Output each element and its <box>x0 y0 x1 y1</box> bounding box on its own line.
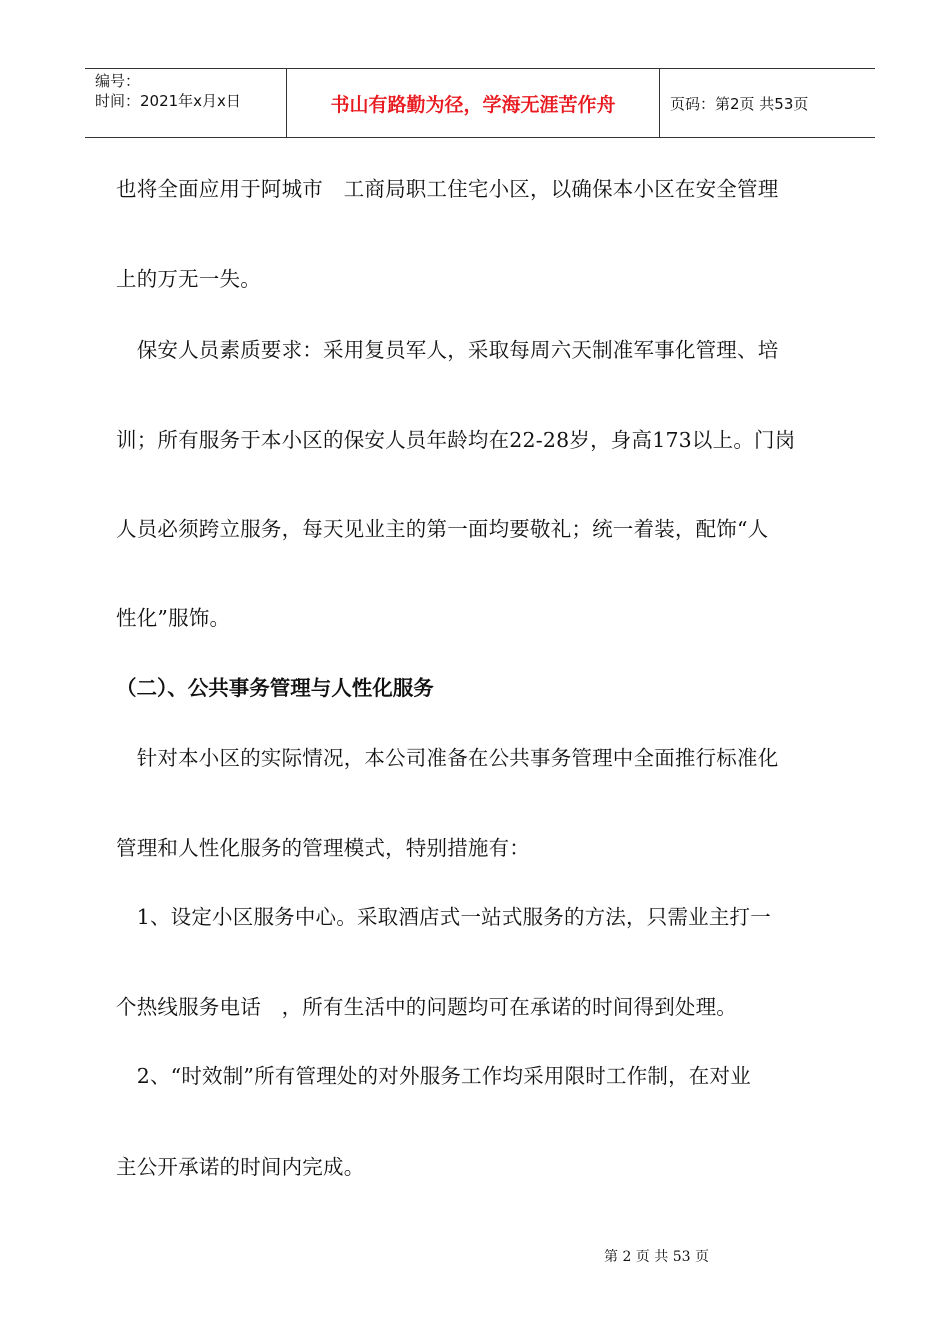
text-line: 训；所有服务于本小区的保安人员年龄均在22-28岁，身高173以上。门岗 <box>116 428 796 452</box>
text-line: 个热线服务电话 ，所有生活中的问题均可在承诺的时间得到处理。 <box>116 995 737 1019</box>
document-date: 时间：2021年x月x日 <box>95 92 241 110</box>
page-header <box>85 68 875 138</box>
page-footer: 第 2 页 共 53 页 <box>604 1249 709 1265</box>
text-line: 也将全面应用于阿城市 工商局职工住宅小区，以确保本小区在安全管理 <box>116 177 779 201</box>
text-line: 针对本小区的实际情况，本公司准备在公共事务管理中全面推行标准化 <box>116 746 779 770</box>
text-line: 主公开承诺的时间内完成。 <box>116 1155 365 1179</box>
section-heading: （二）、公共事务管理与人性化服务 <box>116 676 434 700</box>
header-meta <box>85 69 287 137</box>
text-line: 2、“时效制”所有管理处的对外服务工作均采用限时工作制，在对业 <box>116 1064 751 1088</box>
text-line: 性化”服饰。 <box>116 606 231 630</box>
text-line: 人员必须跨立服务，每天见业主的第一面均要敬礼；统一着装，配饰“人 <box>116 517 769 541</box>
text-line: 上的万无一失。 <box>116 267 261 291</box>
text-line: 管理和人性化服务的管理模式，特别措施有： <box>116 836 530 860</box>
text-line: 保安人员素质要求：采用复员军人，采取每周六天制准军事化管理、培 <box>116 338 779 362</box>
text-line: 1、设定小区服务中心。采取酒店式一站式服务的方法，只需业主打一 <box>116 905 771 929</box>
document-number: 编号： <box>95 72 141 90</box>
header-page-number: 页码：第2页 共53页 <box>670 94 809 113</box>
header-motto: 书山有路勤为径，学海无涯苦作舟 <box>287 69 660 137</box>
